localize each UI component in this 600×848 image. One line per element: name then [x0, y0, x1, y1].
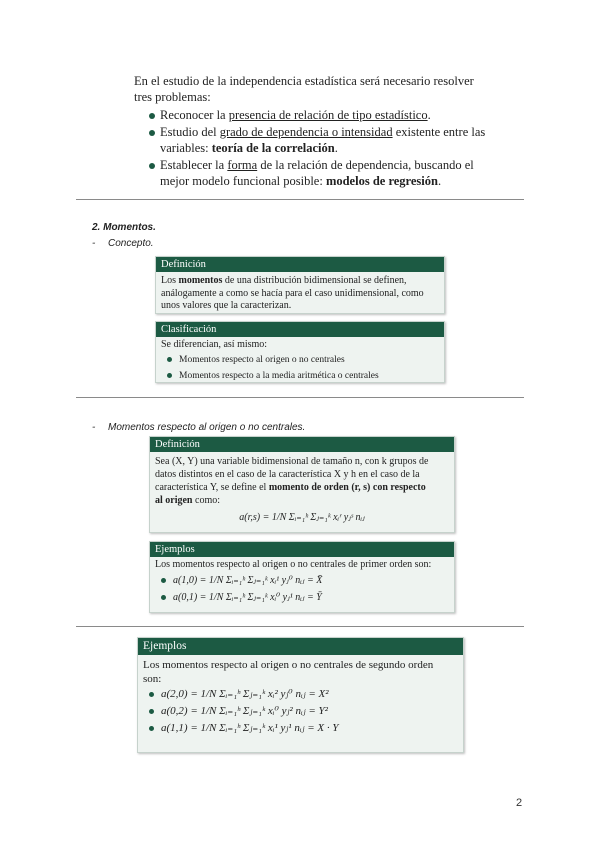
- box-header: Ejemplos: [150, 542, 454, 557]
- bullet-icon: [149, 163, 155, 169]
- bullet-icon: [149, 113, 155, 119]
- clasificacion-box: [155, 321, 445, 383]
- box-body: Los momentos respecto al origen o no centrales de primer orden son: a(1,0) = 1/N Σᵢ₌₁ʰ Σⱼ₌₁ᵏ xᵢ¹ yⱼ⁰ nᵢⱼ = X̄ a(0,1) = 1/N Σᵢ₌₁ʰ Σⱼ₌₁ᵏ xᵢ⁰ yⱼ¹ nᵢⱼ = Ȳ: [150, 557, 454, 609]
- list-item: a(0,1) = 1/N Σᵢ₌₁ʰ Σⱼ₌₁ᵏ xᵢ⁰ yⱼ¹ nᵢⱼ = Ȳ: [155, 589, 449, 606]
- list-item: a(1,0) = 1/N Σᵢ₌₁ʰ Σⱼ₌₁ᵏ xᵢ¹ yⱼ⁰ nᵢⱼ = X̄: [155, 572, 449, 589]
- intro-bullet-3: Establecer la forma de la relación de dependencia, buscando el mejor modelo funcional posible: modelos de regresión.: [160, 158, 474, 188]
- list-item: Momentos respecto al origen o no centrales: [161, 352, 439, 368]
- intro-bullet-1: Reconocer la presencia de relación de tipo estadístico.: [160, 108, 431, 122]
- list-item: a(0,2) = 1/N Σᵢ₌₁ʰ Σⱼ₌₁ᵏ xᵢ⁰ yⱼ² nᵢⱼ = Y²: [143, 703, 458, 720]
- formula: a(r,s) = 1/N Σᵢ₌₁ʰ Σⱼ₌₁ᵏ xᵢʳ yⱼˢ nᵢⱼ: [239, 512, 365, 523]
- divider: [76, 397, 524, 398]
- origen-definicion-box: [149, 436, 455, 533]
- box-body: Los momentos de una distribución bidimensional se definen, análogamente a como se hacía para el caso unidimensional, como unos valores que la caracterizan.: [161, 275, 424, 311]
- box-header: Definición: [150, 437, 454, 452]
- bullet-icon: [149, 130, 155, 136]
- dash: -: [92, 422, 96, 433]
- list-item: a(1,1) = 1/N Σᵢ₌₁ʰ Σⱼ₌₁ᵏ xᵢ¹ yⱼ¹ nᵢⱼ = X · Y: [143, 720, 458, 737]
- definicion-box: [155, 256, 445, 314]
- divider: [76, 199, 524, 200]
- origen-label: Momentos respecto al origen o no centrales.: [108, 422, 306, 433]
- section-title: 2. Momentos.: [92, 222, 156, 233]
- clasificacion-text: Se diferencian, así mismo:: [161, 339, 268, 350]
- dash: -: [92, 238, 96, 249]
- concepto-label: Concepto.: [108, 238, 154, 249]
- intro-line-2: tres problemas:: [134, 90, 211, 104]
- list-item: Momentos respecto a la media aritmética o centrales: [161, 368, 439, 384]
- box-body: Los momentos respecto al origen o no centrales de segundo orden son: a(2,0) = 1/N Σᵢ₌₁ʰ Σⱼ₌₁ᵏ xᵢ² yⱼ⁰ nᵢⱼ = X² a(0,2) = 1/N Σᵢ₌₁ʰ Σⱼ₌₁ᵏ xᵢ⁰ yⱼ² nᵢⱼ = Y² a(1,1) = 1/N Σᵢ₌₁ʰ Σⱼ₌₁ᵏ xᵢ¹ yⱼ¹ nᵢⱼ = X · Y: [138, 655, 463, 740]
- box-body: Sea (X, Y) una variable bidimensional de tamaño n, con k grupos de datos distintos en el caso de la característica X y h en el caso de la característica Y, se define el momento de orden (r, s) con respecto al origen como: a(r,s) = 1/N Σᵢ₌₁ʰ Σⱼ₌₁ᵏ xᵢʳ yⱼˢ nᵢⱼ: [150, 452, 454, 527]
- box-header: Definición: [156, 257, 444, 272]
- ejemplos-box: [149, 541, 455, 613]
- page-number: 2: [516, 797, 523, 809]
- list-item: a(2,0) = 1/N Σᵢ₌₁ʰ Σⱼ₌₁ᵏ xᵢ² yⱼ⁰ nᵢⱼ = X²: [143, 686, 458, 703]
- ejemplos-box-2: [137, 637, 464, 753]
- intro-bullet-2: Estudio del grado de dependencia o intensidad existente entre las variables: teoría de la correlación.: [160, 125, 486, 155]
- intro-line-1: En el estudio de la independencia estadística será necesario resolver: [134, 74, 474, 88]
- box-body: [156, 337, 444, 387]
- box-header: Clasificación: [156, 322, 444, 337]
- box-header: Ejemplos: [138, 638, 463, 655]
- divider: [76, 626, 524, 627]
